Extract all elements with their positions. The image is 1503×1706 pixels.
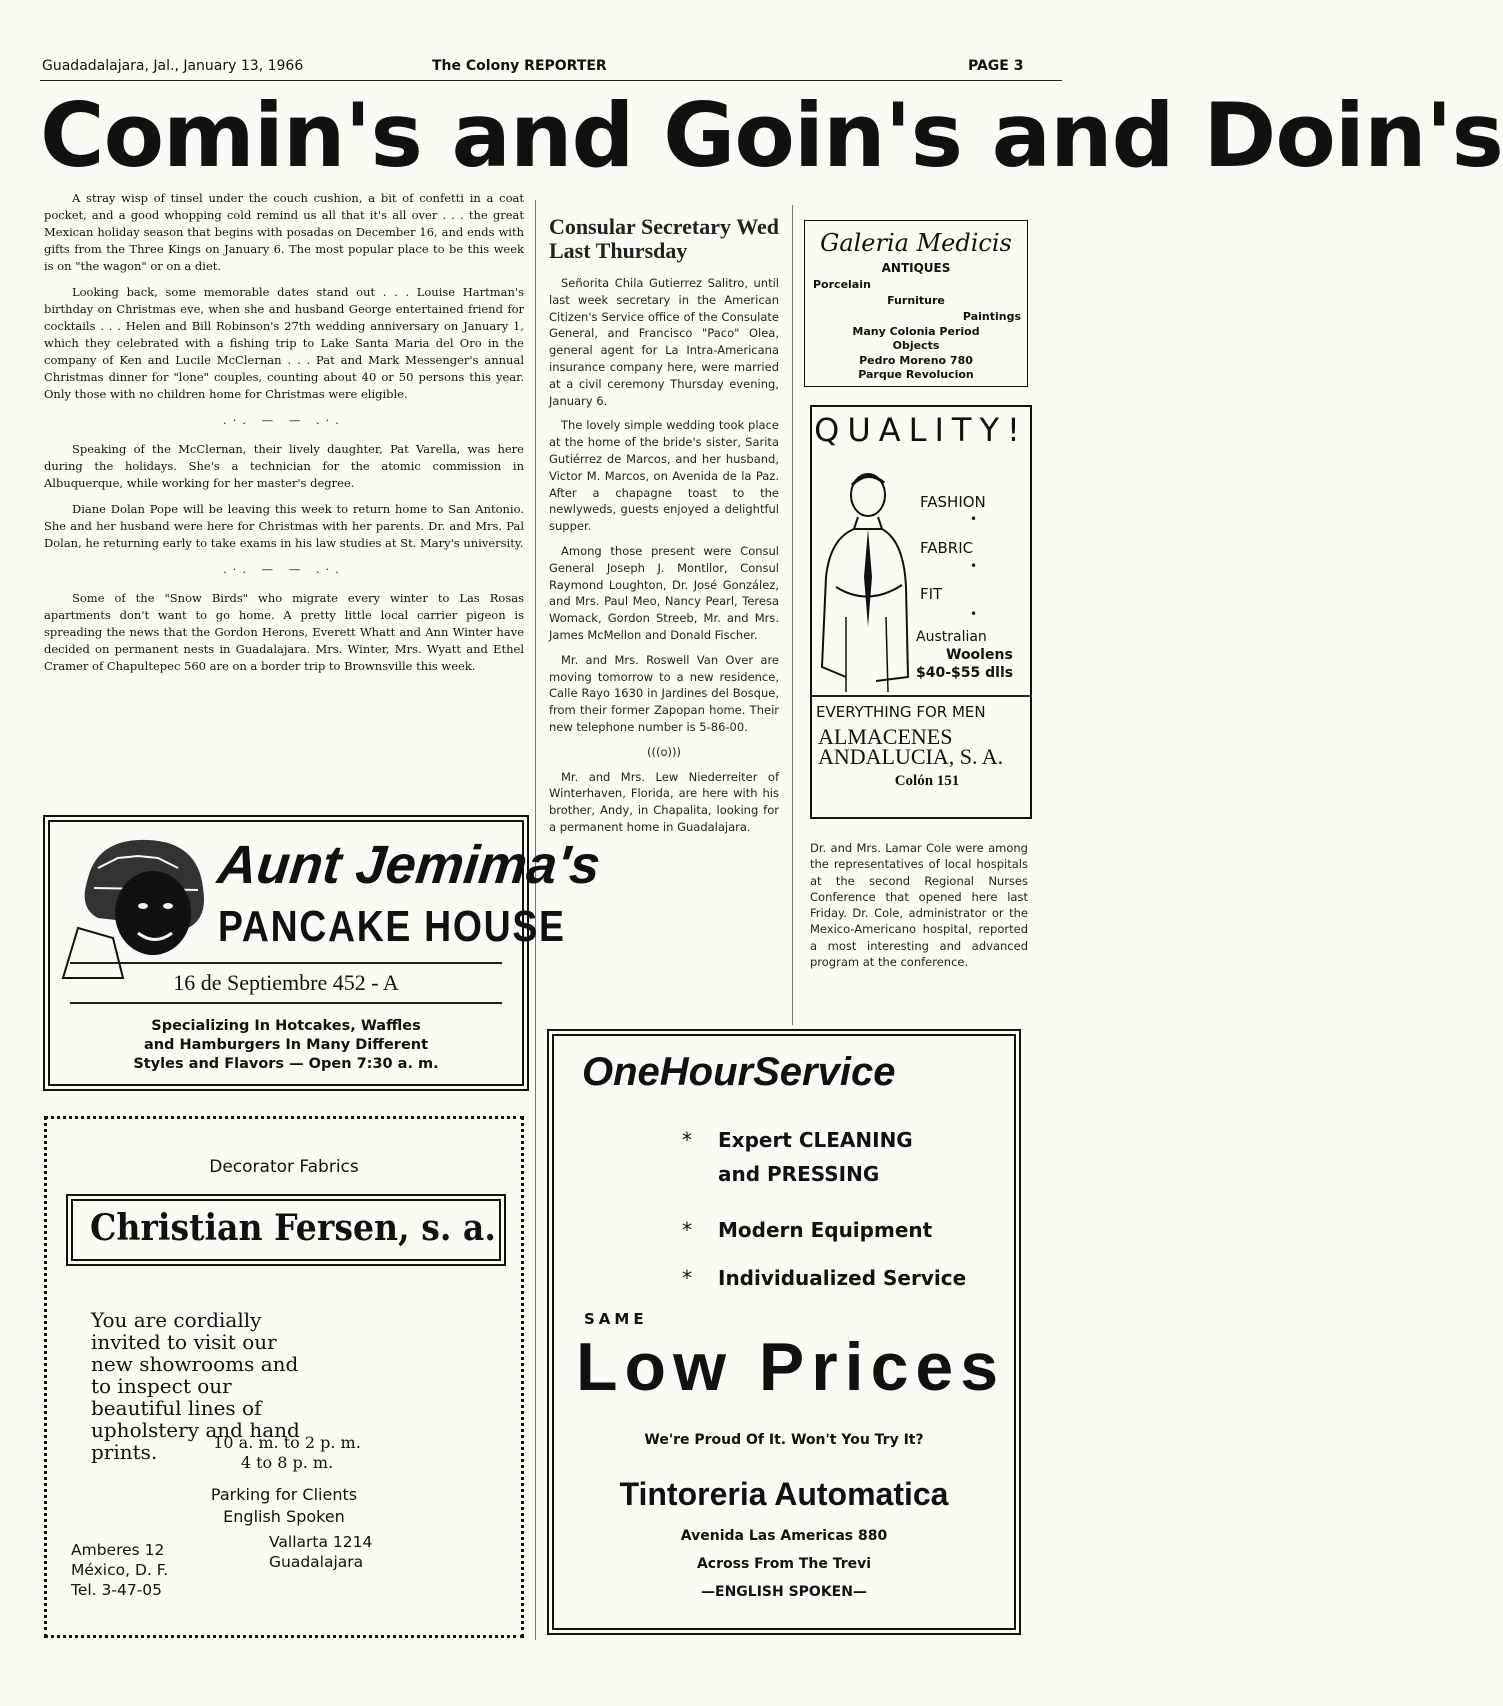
- medicis-line: ANTIQUES: [881, 261, 951, 275]
- fersen-addr1: México, D. F.: [71, 1561, 169, 1579]
- bullet: •: [970, 607, 978, 621]
- store-name: ALMACENES: [818, 724, 953, 749]
- tintoreria-low-prices: Low Prices: [576, 1329, 1006, 1405]
- tintoreria-same: SAME: [584, 1310, 648, 1328]
- tintoreria-item: Expert CLEANING: [718, 1128, 913, 1152]
- consular-article: [549, 215, 779, 844]
- store-name: ANDALUCIA, S. A.: [818, 744, 1004, 769]
- paragraph: Speaking of the McClernan, their lively daughter, Pat Varella, was here during the holidays. She's a technician for the atomic commission in Albuquerque, while working for her master's degree.: [44, 442, 524, 490]
- tintoreria-address: Avenida Las Americas 880: [680, 1528, 888, 1544]
- paragraph: Looking back, some memorable dates stand out . . . Louise Hartman's birthday on Christmas eve, when she and husband George entertained friend for cocktails . . . Helen and Bill Robinson's 27th wedding anniversary on January 1, which they celebrated with a fishing trip to Lake Santa Maria del Oro in the company of Ken and Lucile McClernan . . . Pat and Mark Messenger's annual Christmas dinner for "lone" couples, counting about 40 or 50 persons this year. Only those with no children home for Christmas were eligible.: [44, 285, 524, 401]
- tintoreria-name: Tintoreria Automatica: [619, 1476, 949, 1512]
- medicis-line: Furniture: [887, 294, 945, 307]
- nurses-item: Dr. and Mrs. Lamar Cole were among the representatives of local hospitals at the second Regional Nurses Conference that opened here last Friday. Dr. Cole, administrator or the Mexico-Americano hospital, reported a most interesting and advanced program at the conference.: [810, 841, 1028, 970]
- divider: [812, 695, 1030, 697]
- tintoreria-ad: [552, 1034, 1016, 1630]
- jemima-desc: Styles and Flavors — Open 7:30 a. m.: [133, 1056, 439, 1072]
- fersen-addr2: Guadalajara: [269, 1553, 364, 1571]
- fersen-english: English Spoken: [223, 1507, 345, 1526]
- masthead: Comin's and Goin's and Doin's: [40, 84, 1503, 187]
- store-address: Colón 151: [894, 773, 960, 789]
- tintoreria-item: Modern Equipment: [718, 1218, 933, 1242]
- star-icon: *: [682, 1218, 692, 1242]
- paragraph: A stray wisp of tinsel under the couch cushion, a bit of confetti in a coat pocket, and a good whopping cold remind us all that it's all over . . . the great Mexican holiday season that begins with posadas on December 16, and ends with gifts from the Three Kings on January 6. The most popular place to be this week is on "the wagon" or on a diet.: [44, 191, 524, 273]
- fersen-addr2: Vallarta 1214: [269, 1533, 373, 1551]
- social-column: [44, 190, 524, 684]
- dateline: Guadadalajara, Jal., January 13, 1966: [42, 58, 304, 74]
- tintoreria-title: OneHourService: [582, 1050, 896, 1094]
- medicis-line: Paintings: [962, 310, 1021, 323]
- jemima-address: 16 de Septiembre 452 - A: [173, 970, 399, 995]
- separator: .·. — — .·.: [223, 413, 345, 427]
- bullet: •: [970, 559, 978, 573]
- paragraph: Mr. and Mrs. Lew Niederreiter of Winterhaven, Florida, are here with his brother, Andy, in Chapalita, looking for a permanent home in Guadalajara.: [549, 769, 779, 834]
- fersen-hours: 4 to 8 p. m.: [240, 1453, 334, 1472]
- medicis-line: Many Colonia Period: [852, 325, 980, 338]
- medicis-line: Parque Revolucion: [858, 368, 974, 381]
- fersen-parking: Parking for Clients: [210, 1485, 358, 1504]
- jemima-desc: and Hamburgers In Many Different: [143, 1037, 429, 1053]
- quality-woolens: Australian: [916, 629, 987, 645]
- divider: [70, 1002, 502, 1004]
- paragraph: Among those present were Consul General Joseph J. Montllor, Consul Raymond Loughton, Dr. José González, and Mrs. Paul Meo, Nancy Pearl, Teresa Womack, Gordon Streeb, Mr. and Mrs. James McMellon and Donald Fischer.: [549, 543, 779, 642]
- tintoreria-english: —ENGLISH SPOKEN—: [701, 1584, 867, 1600]
- page-number: PAGE 3: [968, 58, 1024, 74]
- quality-title: QUALITY!: [814, 411, 1028, 449]
- fersen-top: Decorator Fabrics: [209, 1157, 359, 1177]
- portrait-icon: [58, 828, 218, 978]
- fersen-hours: 10 a. m. to 2 p. m.: [213, 1433, 361, 1452]
- fersen-name-box: [71, 1199, 501, 1261]
- medicis-name: Galeria Medicis: [820, 229, 1012, 257]
- medicis-ad: [804, 220, 1028, 387]
- medicis-line: Pedro Moreno 780: [859, 354, 973, 367]
- medicis-line: Objects: [892, 339, 940, 352]
- tintoreria-across: Across From The Trevi: [696, 1556, 872, 1572]
- jemima-name: Aunt Jemima's: [214, 835, 604, 895]
- paragraph: The lovely simple wedding took place at the home of the bride's sister, Sarita Gutiérrez de Marcos, and her husband, Victor M. Marcos, on Avenida de la Paz. After a chapagne toast to the newlyweds, guests enjoyed a delightful supper.: [549, 418, 779, 534]
- paragraph: Some of the "Snow Birds" who migrate every winter to Las Rosas apartments don't want to go home. A pretty little local carrier pigeon is spreading the news that the Gordon Herons, Everett Whatt and Ann Winter have decided on permanent nests in Guadalajara. Mrs. Winter, Mrs. Wyatt and Ethel Cramer of Chapultepec 560 are on a border trip to Brownsville this week.: [44, 591, 524, 673]
- jemima-desc: Specializing In Hotcakes, Waffles: [151, 1018, 421, 1034]
- quality-price: $40-$55 dlls: [916, 665, 1014, 681]
- fersen-ad: [44, 1116, 524, 1638]
- header-rule: [40, 80, 1062, 81]
- paragraph: Diane Dolan Pope will be leaving this week to return home to San Antonio. She and her husband were here for Christmas with her parents. Dr. and Mrs. Pal Dolan, he returning early to take exams in his law studies at St. Mary's university.: [44, 502, 524, 550]
- quality-fashion: FASHION: [920, 493, 986, 511]
- fersen-addr1: Amberes 12: [71, 1541, 165, 1559]
- fersen-name: Christian Fersen, s. a.: [90, 1207, 496, 1249]
- man-illustration-icon: [816, 467, 912, 697]
- star-icon: *: [682, 1128, 692, 1152]
- quality-ad: [810, 405, 1032, 819]
- jemima-pancake-house: PANCAKE HOUSE: [218, 902, 566, 951]
- paragraph: Señorita Chila Gutierrez Salitro, until last week secretary in the American Citizen's Service office of the Consulate General, and Francisco "Paco" Olea, general agent for La Intra-Americana insurance company here, were married at a civil ceremony Thursday evening, January 6.: [549, 276, 779, 408]
- quality-woolens: Woolens: [946, 647, 1013, 663]
- fersen-addr1: Tel. 3-47-05: [71, 1581, 163, 1599]
- medicis-line: Porcelain: [813, 278, 871, 291]
- tintoreria-proud: We're Proud Of It. Won't You Try It?: [644, 1432, 924, 1448]
- paragraph: Mr. and Mrs. Roswell Van Over are moving tomorrow to a new residence, Calle Rayo 1630 in Jardines del Bosque, from their former Zapopan home. Their new telephone number is 5-86-00.: [549, 652, 779, 734]
- divider: [70, 962, 502, 964]
- column-rule-2: [792, 205, 793, 1025]
- article-headline: Consular Secretary Wed Last Thursday: [549, 214, 779, 263]
- quality-everything: EVERYTHING FOR MEN: [816, 703, 986, 721]
- tintoreria-item: Individualized Service: [718, 1266, 967, 1290]
- star-icon: *: [682, 1266, 692, 1290]
- jemima-ad: [48, 820, 604, 1086]
- tintoreria-item: and PRESSING: [718, 1162, 880, 1186]
- separator: (((o))): [647, 744, 681, 759]
- fersen-invite: You are cordially invited to visit our new showrooms and to inspect our beautiful lines of upholstery and hand prints.: [91, 1308, 300, 1464]
- quality-fit: FIT: [920, 585, 943, 603]
- quality-fabric: FABRIC: [920, 539, 974, 557]
- paper-name: The Colony REPORTER: [432, 58, 607, 74]
- bullet: •: [970, 512, 978, 526]
- separator: .·. — — .·.: [223, 562, 345, 576]
